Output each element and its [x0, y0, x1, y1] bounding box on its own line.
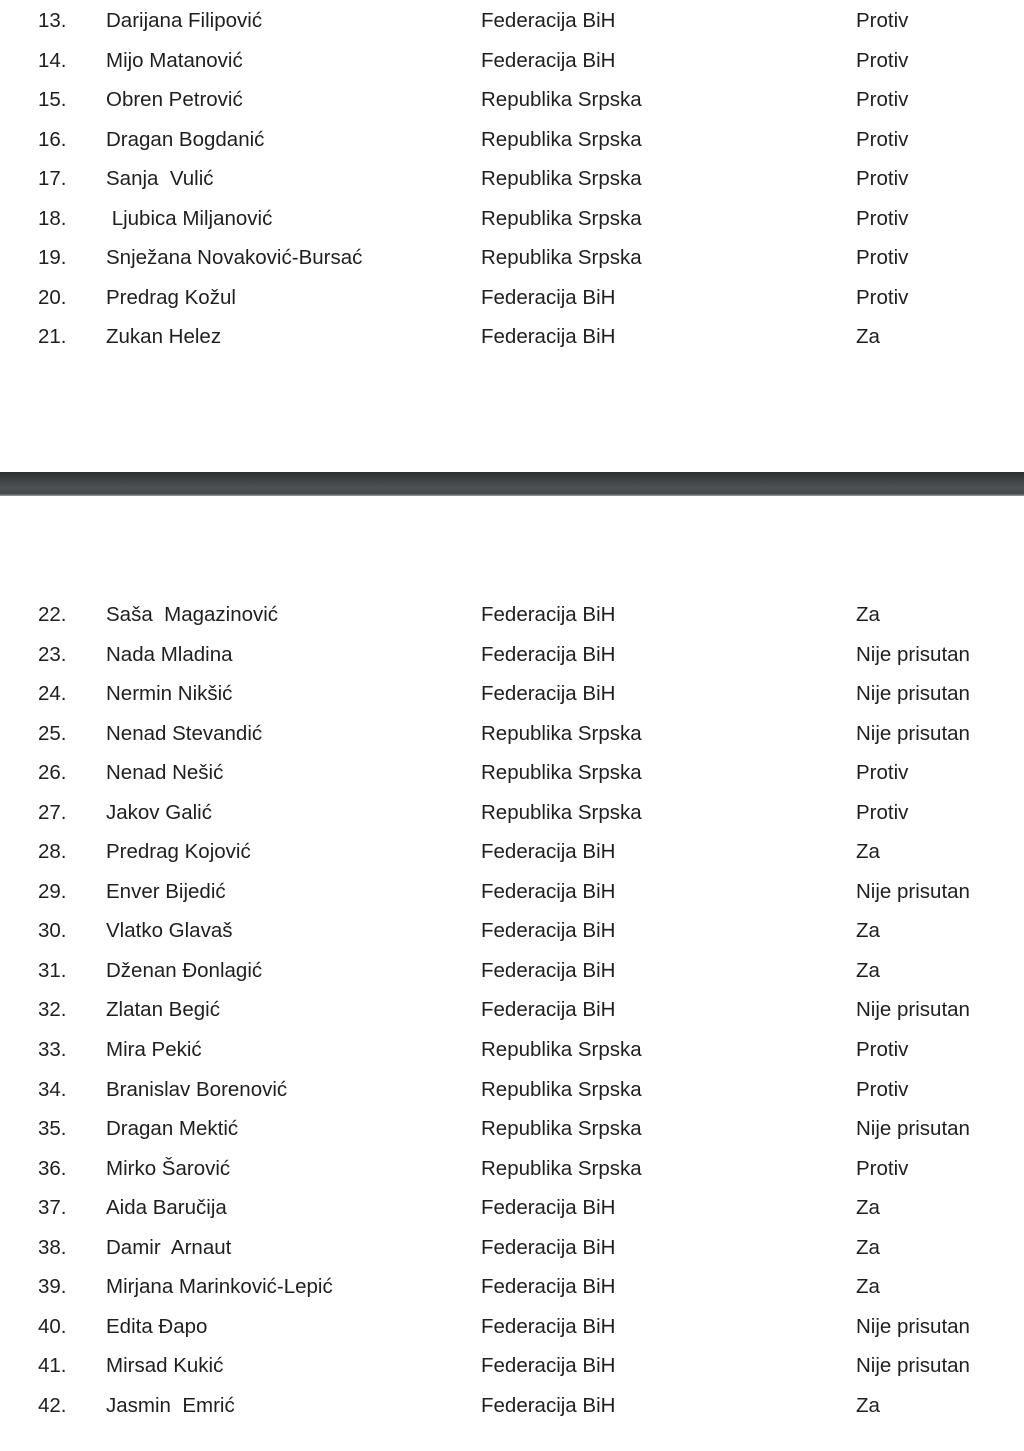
- document-page-bottom: [0, 496, 1024, 1451]
- vote-value: Nije prisutan: [856, 879, 970, 903]
- table-row: [0, 795, 1024, 835]
- vote-value: Za: [856, 1196, 880, 1220]
- row-number: 29.: [38, 879, 67, 903]
- table-row: [0, 953, 1024, 993]
- entity-name: Federacija BiH: [481, 682, 616, 706]
- table-row: [0, 1348, 1024, 1388]
- vote-value: Za: [856, 603, 880, 626]
- member-name: Nermin Nikšić: [106, 682, 233, 706]
- member-name: Zukan Helez: [106, 325, 222, 349]
- row-number: 18.: [38, 206, 67, 230]
- entity-name: Republika Srpska: [481, 1038, 642, 1062]
- table-row: [0, 161, 1024, 201]
- table-row: [0, 122, 1024, 162]
- table-row: [0, 834, 1024, 874]
- member-name: Damir Arnaut: [106, 1235, 232, 1259]
- member-name: Dragan Mektić: [106, 1117, 239, 1141]
- table-row: [0, 1151, 1024, 1191]
- vote-value: Za: [856, 958, 880, 982]
- member-name: Enver Bijedić: [106, 879, 226, 903]
- row-number: 40.: [38, 1314, 67, 1338]
- entity-name: Federacija BiH: [481, 998, 616, 1022]
- row-number: 25.: [38, 721, 67, 745]
- row-number: 19.: [38, 246, 67, 270]
- entity-name: Republika Srpska: [481, 127, 642, 151]
- document-page-top: [0, 0, 1024, 472]
- table-row: [0, 1309, 1024, 1349]
- row-number: 14.: [38, 48, 67, 72]
- member-name: Saša Magazinović: [106, 603, 279, 626]
- vote-value: Nije prisutan: [856, 1314, 970, 1338]
- vote-value: Nije prisutan: [856, 1117, 970, 1141]
- entity-name: Republika Srpska: [481, 246, 642, 270]
- member-name: Dženan Đonlagić: [106, 958, 263, 982]
- table-row: [0, 992, 1024, 1032]
- entity-name: Federacija BiH: [481, 48, 616, 72]
- vote-value: Nije prisutan: [856, 642, 970, 666]
- vote-value: Za: [856, 840, 880, 864]
- entity-name: Federacija BiH: [481, 1196, 616, 1220]
- member-name: Mirsad Kukić: [106, 1354, 224, 1378]
- table-row: [0, 637, 1024, 677]
- entity-name: Republika Srpska: [481, 206, 642, 230]
- table-row: [0, 1072, 1024, 1112]
- table-row: [0, 716, 1024, 756]
- row-number: 31.: [38, 958, 67, 982]
- entity-name: Federacija BiH: [481, 1275, 616, 1299]
- member-name: Obren Petrović: [106, 88, 243, 112]
- vote-value: Protiv: [856, 1156, 909, 1180]
- member-name: Darijana Filipović: [106, 9, 263, 32]
- table-row: [0, 597, 1024, 637]
- page-separator: [0, 472, 1024, 496]
- entity-name: Federacija BiH: [481, 325, 616, 349]
- member-name: Mirko Šarović: [106, 1156, 231, 1180]
- entity-name: Federacija BiH: [481, 603, 616, 626]
- table-row: [0, 1388, 1024, 1428]
- table-row: [0, 240, 1024, 280]
- vote-value: Protiv: [856, 88, 909, 112]
- vote-value: Nije prisutan: [856, 721, 970, 745]
- vote-value: Protiv: [856, 800, 909, 824]
- row-number: 36.: [38, 1156, 67, 1180]
- member-name: Nenad Stevandić: [106, 721, 263, 745]
- row-number: 26.: [38, 761, 67, 785]
- row-number: 33.: [38, 1038, 67, 1062]
- member-name: Jakov Galić: [106, 800, 212, 824]
- member-name: Mira Pekić: [106, 1038, 202, 1062]
- vote-value: Protiv: [856, 285, 909, 309]
- row-number: 42.: [38, 1393, 67, 1417]
- vote-value: Za: [856, 1275, 880, 1299]
- vote-value: Nije prisutan: [856, 682, 970, 706]
- entity-name: Federacija BiH: [481, 1393, 616, 1417]
- row-number: 21.: [38, 325, 67, 349]
- row-number: 37.: [38, 1196, 67, 1220]
- member-name: Branislav Borenović: [106, 1077, 288, 1101]
- row-number: 27.: [38, 800, 67, 824]
- row-number: 13.: [38, 9, 67, 32]
- member-name: Edita Đapo: [106, 1314, 208, 1338]
- row-number: 30.: [38, 919, 67, 943]
- entity-name: Federacija BiH: [481, 958, 616, 982]
- entity-name: Republika Srpska: [481, 1156, 642, 1180]
- member-name: Predrag Kožul: [106, 285, 236, 309]
- member-name: Nada Mladina: [106, 642, 233, 666]
- vote-value: Nije prisutan: [856, 998, 970, 1022]
- entity-name: Republika Srpska: [481, 88, 642, 112]
- vote-value: Protiv: [856, 1077, 909, 1101]
- member-name: Ljubica Miljanović: [106, 206, 273, 230]
- row-number: 39.: [38, 1275, 67, 1299]
- table-row: [0, 755, 1024, 795]
- member-name: Mijo Matanović: [106, 48, 243, 72]
- table-row: [0, 1190, 1024, 1230]
- vote-value: Protiv: [856, 206, 909, 230]
- vote-list-section-1: [0, 3, 1024, 359]
- row-number: 28.: [38, 840, 67, 864]
- vote-value: Protiv: [856, 761, 909, 785]
- vote-value: Za: [856, 1393, 880, 1417]
- member-name: Predrag Kojović: [106, 840, 251, 864]
- member-name: Zlatan Begić: [106, 998, 220, 1022]
- row-number: 15.: [38, 88, 67, 112]
- entity-name: Republika Srpska: [481, 167, 642, 191]
- vote-value: Za: [856, 325, 880, 349]
- member-name: Dragan Bogdanić: [106, 127, 265, 151]
- row-number: 38.: [38, 1235, 67, 1259]
- entity-name: Republika Srpska: [481, 761, 642, 785]
- row-number: 17.: [38, 167, 67, 191]
- member-name: Jasmin Emrić: [106, 1393, 235, 1417]
- row-number: 34.: [38, 1077, 67, 1101]
- member-name: Mirjana Marinković-Lepić: [106, 1275, 333, 1299]
- row-number: 32.: [38, 998, 67, 1022]
- entity-name: Republika Srpska: [481, 800, 642, 824]
- row-number: 20.: [38, 285, 67, 309]
- table-row: [0, 43, 1024, 83]
- entity-name: Federacija BiH: [481, 1314, 616, 1338]
- entity-name: Republika Srpska: [481, 1117, 642, 1141]
- vote-value: Za: [856, 919, 880, 943]
- row-number: 41.: [38, 1354, 67, 1378]
- table-row: [0, 913, 1024, 953]
- entity-name: Federacija BiH: [481, 1235, 616, 1259]
- table-row: [0, 319, 1024, 359]
- entity-name: Republika Srpska: [481, 1077, 642, 1101]
- vote-value: Protiv: [856, 127, 909, 151]
- row-number: 16.: [38, 127, 67, 151]
- entity-name: Federacija BiH: [481, 9, 616, 32]
- member-name: Vlatko Glavaš: [106, 919, 233, 943]
- vote-value: Protiv: [856, 9, 909, 32]
- entity-name: Federacija BiH: [481, 642, 616, 666]
- table-row: [0, 201, 1024, 241]
- member-name: Aida Baručija: [106, 1196, 227, 1220]
- table-row: [0, 3, 1024, 43]
- row-number: 22.: [38, 603, 67, 626]
- table-row: [0, 1111, 1024, 1151]
- vote-list-section-2: [0, 597, 1024, 1427]
- table-row: [0, 1230, 1024, 1270]
- entity-name: Federacija BiH: [481, 1354, 616, 1378]
- row-number: 23.: [38, 642, 67, 666]
- entity-name: Federacija BiH: [481, 285, 616, 309]
- vote-value: Nije prisutan: [856, 1354, 970, 1378]
- entity-name: Republika Srpska: [481, 721, 642, 745]
- table-row: [0, 874, 1024, 914]
- table-row: [0, 82, 1024, 122]
- vote-value: Protiv: [856, 1038, 909, 1062]
- row-number: 24.: [38, 682, 67, 706]
- member-name: Sanja Vulić: [106, 167, 214, 191]
- member-name: Snježana Novaković-Bursać: [106, 246, 363, 270]
- table-row: [0, 676, 1024, 716]
- member-name: Nenad Nešić: [106, 761, 224, 785]
- table-row: [0, 1269, 1024, 1309]
- vote-value: Protiv: [856, 48, 909, 72]
- entity-name: Federacija BiH: [481, 919, 616, 943]
- vote-value: Za: [856, 1235, 880, 1259]
- vote-value: Protiv: [856, 167, 909, 191]
- table-row: [0, 1032, 1024, 1072]
- row-number: 35.: [38, 1117, 67, 1141]
- entity-name: Federacija BiH: [481, 840, 616, 864]
- vote-value: Protiv: [856, 246, 909, 270]
- table-row: [0, 280, 1024, 320]
- entity-name: Federacija BiH: [481, 879, 616, 903]
